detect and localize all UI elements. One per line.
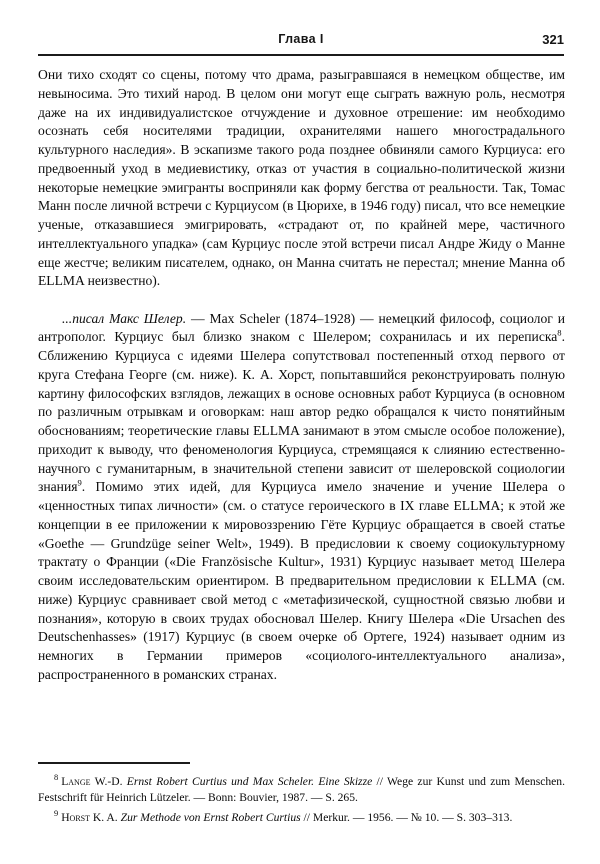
paragraph-continuation: Они тихо сходят со сцены, потому что драма, разыгравшаяся в немецком обществе, им невыносима. Это тихий народ. В целом они могут еще сыграть важную роль, несмотря даже на их индивидуалистское отчуждение и духовное отрешение: им необходимо осознать себя носителями традиции, охранителями нашего многострадального культурного наследия». В эскапизме такого рода позднее обвиняли самого Курциуса: его предвоенный уход в медиевистику, отказ от участия в социально-политической жизни некоторые немецкие эмигранты восприняли как форму бегства от реальности. Так, Томас Манн после личной встречи с Курциусом (в Цюрихе, в 1946 году) писал, что все немецкие ученые, отказавшиеся эмигрировать, «страдают от, по крайней мере, частичного интеллектуального упадка» (сам Курциус после этой встречи писал Андре Жиду о Манне еще жестче; великим писателем, однако, он Манна считать не перестал; мнение Манна об ELLMA неизвестно). [38,67,565,289]
header-rule [38,54,564,56]
body-text-column [38,66,565,685]
footnote-title: Zur Methode von Ernst Robert Curtius [120,810,301,824]
footnote-author: Lange W.-D. [61,775,123,788]
page-number: 321 [542,32,564,47]
footnote-ref-9[interactable]: 9 [77,477,82,488]
footnote-title: Ernst Robert Curtius und Max Scheler. Eine Skizze [126,775,373,788]
footnote-separator-rule [38,762,190,764]
footnote-rest: // Wege zur Kunst und zum Menschen. Festschrift für Heinrich Lützeler. — Bonn: Bouvier, 1987. — S. 265. [38,775,565,805]
footnote-marker: 8 [54,773,59,783]
paragraph-2-segment-1: — Max Scheler (1874–1928) — немецкий философ, социолог и антрополог. Курциус был близко знаком с Шелером; сохранилась и их переписка [38,310,565,345]
footnote-block [38,774,565,826]
paragraph-commentary-scheler [38,310,565,685]
footnote-marker: 9 [54,808,59,818]
lemma-pisal-maks-sheler: ...писал Макс Шелер. [62,310,187,326]
running-head [38,32,564,54]
footnote-item [38,774,565,807]
footnote-author: Horst K. A. [61,810,118,824]
paragraph-2-segment-3: . Помимо этих идей, для Курциуса имело значение и учение Шелера о «ценностных типах личности» (см. о статусе героического в IX главе ELLMA; к этой же концепции в ее приложении к мировоззрению Гёте Курциус обращается в своей статье «Goethe — Grundzüge seiner Welt», 1949). В предисловии к своему социокультурному трактату о Франции («Die Französische Kultur», 1931) Курциус называет метод Шелера своим исследовательским ориентиром. В предварительном предисловии к ELLMA (см. ниже) Курциус сравнивает свой метод с «метафизической, сущностной связью любви и познания», которую в своих трудах обосновал Шелер. Книгу Шелера «Die Ursachen des Deutschenhasses» (1917) Курциус (в своем очерке об Ортеге, 1924) называет одним из немногих в Германии примеров «социолого-интеллектуального анализа», распространенного в романских странах. [38,479,565,682]
chapter-title: Глава I [278,32,324,46]
footnote-ref-8[interactable]: 8 [557,327,562,338]
footnote-rest: // Merkur. — 1956. — № 10. — S. 303–313. [300,810,513,824]
paragraph-2-segment-2: . Сближению Курциуса с идеями Шелера сопутствовал постепенный отход первого от круга Стефана Георге (см. ниже). К. А. Хорст, попытавшийся реконструировать полную картину философских взглядов, лежащих в основе основных работ Курциуса (в основном по различным отрывкам и оговоркам: наш автор редко обращался к чисто понятийным обоснованиям; теоретические главы ELLMA занимают в этом смысле особое положение), приходит к выводу, что феноменология Курциуса, стремящаяся к слиянию естественно-научного с гуманитарным, в значительной степени зависит от шелеровской социологии знания [38,329,565,495]
footnote-item [38,810,565,826]
